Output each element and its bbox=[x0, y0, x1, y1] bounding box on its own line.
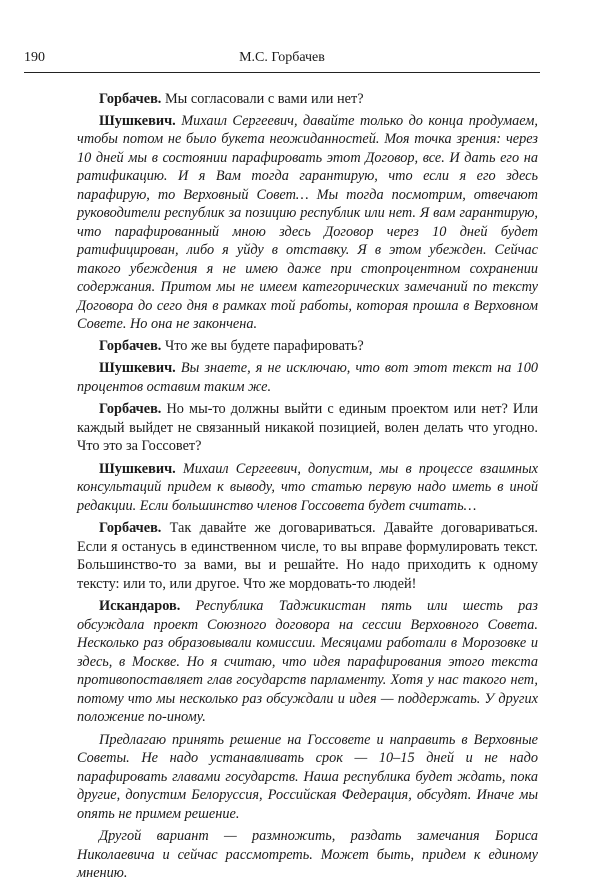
paragraph bbox=[77, 519, 538, 593]
paragraph bbox=[77, 112, 538, 334]
paragraph-text: Что же вы будете парафировать? bbox=[164, 337, 364, 354]
speaker-name: Горбачев. bbox=[99, 91, 162, 107]
paragraph bbox=[77, 597, 538, 727]
paragraph-text: Михаил Сергеевич, допустим, мы в процессе взаимных консультаций придем к выводу, что статью первую надо иметь в иной редакции. Если большинство членов Госсовета будет считать… bbox=[77, 460, 538, 514]
paragraph bbox=[77, 337, 538, 356]
paragraph bbox=[77, 400, 538, 456]
paragraph-text: Другой вариант — размножить, раздать замечания Бориса Николаевича и сейчас рассмотреть. Может быть, придем к единому мнению. bbox=[77, 828, 538, 881]
speaker-name: Горбачев. bbox=[99, 401, 162, 417]
paragraph-text: Михаил Сергеевич, давайте только до конца продумаем, чтобы потом не было букета неожиданностей. Моя точка зрения: через 10 дней мы в состоянии парафировать этот Договор, все. И дать его на ратификацию. И я Вам тогда гарантирую, что если я его здесь парафирую, то Верховный Совет… Мы тогда посмотрим, отвечают руководители республик за позицию республик или нет. Я вам гарантирую, что парафированный мною здесь Договор через 10 дней будет ратифицирован, либо я уйду в отставку. Я в этом убежден. Сейчас такого убеждения я не имею даже при стопроцентном сохранении содержания. Притом мы не имеем категорических замечаний по тексту Договора до сего дня в рамках той работы, которая прошла в Верховном Совете. Но она не закончена. bbox=[77, 112, 538, 332]
transcript-body bbox=[77, 90, 538, 887]
running-header bbox=[24, 50, 540, 73]
speaker-name: Шушкевич. bbox=[99, 460, 176, 477]
paragraph-text: Предлагаю принять решение на Госсовете и направить в Верховные Советы. Не надо устанавливать срок — 10–15 дней и не надо парафировать главами государств. Наша республика будет ждать, пока другие, допустим Белоруссия, Российская Федерация, обсудят. Иначе мы опять не примем решение. bbox=[77, 731, 538, 822]
paragraph-text: Мы согласовали с вами или нет? bbox=[164, 91, 364, 107]
paragraph bbox=[77, 827, 538, 883]
paragraph-text: Но мы-то должны выйти с единым проектом или нет? Или каждый выйдет не связанный никакой позицией, волен делать что угодно. Что это за Госсовет? bbox=[77, 401, 539, 454]
paragraph-text: Вы знаете, я не исключаю, что вот этот текст на 100 процентов оставим таким же. bbox=[77, 360, 538, 395]
paragraph-text: Республика Таджикистан пять или шесть раз обсуждала проект Союзного договора на сессии Верховного Совета. Несколько раз образовывали комиссии. Месяцами работали в Морозовке и здесь, в Москве. Но я считаю, что идея парафирования этого текста противопоставляет глав государств парламенту. Хотя у нас такого нет, потому что мы несколько раз обсуждали и идея — поддержать. У других положение по-иному. bbox=[77, 598, 539, 725]
speaker-name: Горбачев. bbox=[99, 337, 162, 354]
speaker-name: Шушкевич. bbox=[99, 112, 176, 129]
paragraph bbox=[77, 731, 538, 824]
speaker-name: Шушкевич. bbox=[99, 360, 176, 376]
paragraph bbox=[77, 359, 538, 396]
paragraph bbox=[77, 90, 538, 109]
page-number: 190 bbox=[24, 50, 45, 65]
paragraph-text: Так давайте же договариваться. Давайте договариваться. Если я останусь в единственном числе, то вы вправе формулировать текст. Большинство-то за вами, вы и решайте. Но надо приходить к одному тексту: или то, или другое. Что же мордовать-то людей! bbox=[77, 520, 538, 592]
speaker-name: Горбачев. bbox=[99, 520, 162, 536]
running-title: М.С. Горбачев bbox=[239, 50, 325, 65]
paragraph bbox=[77, 460, 538, 516]
speaker-name: Искандаров. bbox=[99, 598, 181, 614]
